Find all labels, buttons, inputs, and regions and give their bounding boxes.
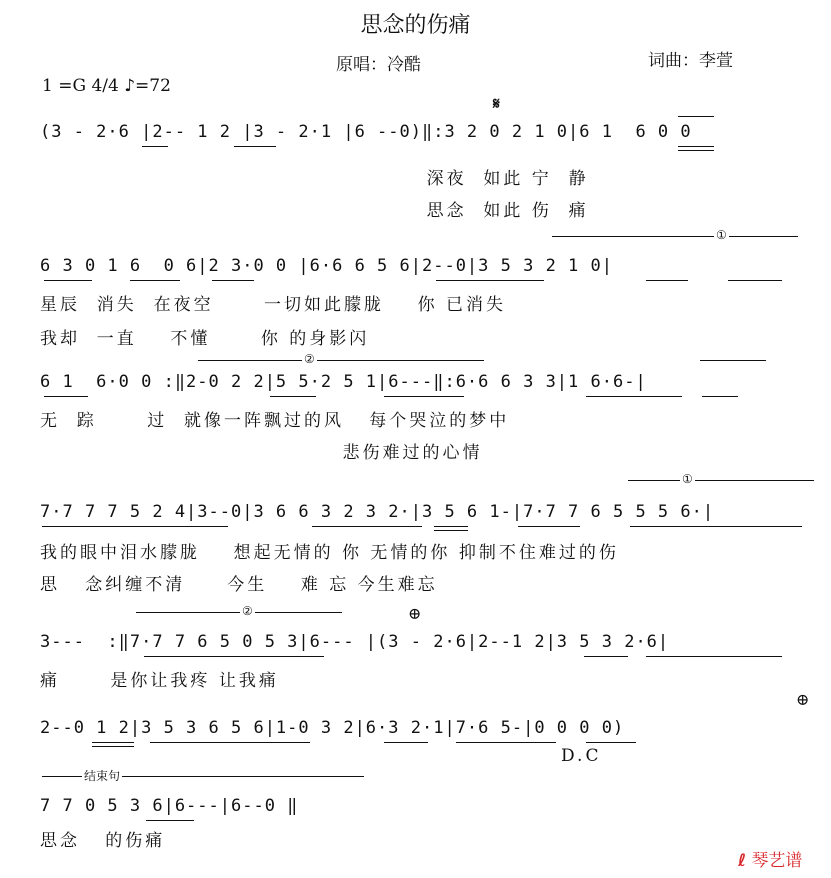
- notation-row-6: 2--0 1 2|3 5 3 6 5 6|1-0 3 2|6·3 2·1|7·6 5-|0 0 0 0): [40, 718, 625, 738]
- beam-line: [456, 742, 556, 743]
- beam-line: [678, 146, 714, 147]
- volta-1-bracket: [552, 236, 798, 237]
- beam-line: [44, 396, 88, 397]
- beam-line: [42, 526, 228, 527]
- volta-2-mark: ②: [304, 352, 315, 366]
- beam-line: [630, 526, 802, 527]
- beam-line: [144, 656, 324, 657]
- logo-mark-icon: ℓ: [738, 851, 747, 871]
- beam-line: [150, 742, 310, 743]
- original-singer: 原唱：冷酷: [336, 55, 421, 75]
- beam-line: [702, 396, 738, 397]
- lyric-row-2a: 星辰 消失 在夜空 一切如此朦胧 你 已消失: [40, 295, 507, 315]
- notation-row-1: (3 - 2·6 |2-- 1 2 |3 - 2·1 |6 --0)‖:3 2 0 2 1 0|6 1 6 0 0: [40, 122, 692, 142]
- beam-line: [434, 526, 468, 527]
- logo-text: 琴艺谱: [751, 851, 803, 871]
- beam-line: [384, 396, 464, 397]
- lyric-row-1a: 深夜 如此 宁 静: [40, 169, 589, 189]
- dc-row: D.C: [40, 746, 602, 766]
- beam-line: [44, 280, 92, 281]
- segno-icon: 𝄋: [493, 94, 500, 113]
- beam-line: [312, 526, 422, 527]
- ending-label: 结束句: [84, 769, 121, 783]
- notation-row-4: 7·7 7 7 5 2 4|3--0|3 6 6 3 2 3 2·|3 5 6 1-|7·7 7 6 5 5 5 6·|: [40, 502, 715, 522]
- beam-line: [436, 280, 544, 281]
- beam-line: [130, 280, 180, 281]
- beam-line: [646, 280, 688, 281]
- beam-line: [646, 656, 782, 657]
- notation-row-5: 3--- :‖7·7 7 6 5 0 5 3|6--- |(3 - 2·6|2--1 2|3 5 3 2·6|: [40, 632, 670, 652]
- lyric-row-7: 思念 的伤痛: [40, 831, 166, 851]
- coda-icon: ⊕: [796, 690, 810, 709]
- notation-row-3: 6 1 6·0 0 :‖2-0 2 2|5 5·2 5 1|6---‖:6·6 6 3 3|1 6·6-|: [40, 372, 647, 392]
- lyric-row-2b: 我却 一直 不懂 你 的身影闪: [40, 329, 370, 349]
- volta-2-bracket: [136, 612, 342, 613]
- key-and-tempo: 1 =G 4/4 ♪=72: [42, 76, 171, 96]
- beam-line: [92, 742, 134, 743]
- volta-2-mark: ②: [242, 604, 253, 618]
- beam-line: [142, 146, 168, 147]
- volta-1-mark: ①: [716, 228, 727, 242]
- lyric-row-3b: 悲伤难过的心情: [40, 443, 483, 463]
- beam-line: [212, 280, 254, 281]
- beam-line: [384, 742, 428, 743]
- beam-line: [678, 150, 714, 151]
- volta-1-mark: ①: [682, 472, 693, 486]
- volta-2-bracket: [198, 360, 484, 361]
- lyric-row-1b: 思念 如此 伤 痛: [40, 201, 589, 221]
- coda-icon: ⊕: [408, 604, 422, 623]
- site-logo: [738, 846, 802, 871]
- beam-line: [270, 396, 316, 397]
- beam-line: [586, 396, 682, 397]
- volta-bracket: [678, 116, 714, 117]
- beam-line: [584, 656, 628, 657]
- beam-line: [146, 820, 194, 821]
- lyric-row-3a: 无 踪 过 就像一阵飘过的风 每个哭泣的梦中: [40, 411, 510, 431]
- lyric-row-4b: 思 念纠缠不清 今生 难 忘 今生难忘: [40, 575, 438, 595]
- lyric-row-5: 痛 是你让我疼 让我痛: [40, 671, 279, 691]
- composer-credit: 词曲：李萱: [648, 51, 733, 71]
- beam-line: [728, 280, 782, 281]
- beam-line: [434, 530, 468, 531]
- beam-line: [518, 526, 580, 527]
- volta-1-bracket: [628, 480, 814, 481]
- tie-line: [700, 360, 766, 361]
- beam-line: [586, 742, 636, 743]
- beam-line: [234, 146, 276, 147]
- notation-row-2: 6 3 0 1 6 0 6|2 3·0 0 |6·6 6 5 6|2--0|3 5 3 2 1 0|: [40, 256, 613, 276]
- song-title: 思念的伤痛: [360, 13, 471, 38]
- lyric-row-4a: 我的眼中泪水朦胧 想起无情的 你 无情的你 抑制不住难过的伤: [40, 543, 619, 563]
- notation-row-7: 7 7 0 5 3 6|6---|6--0 ‖: [40, 796, 299, 816]
